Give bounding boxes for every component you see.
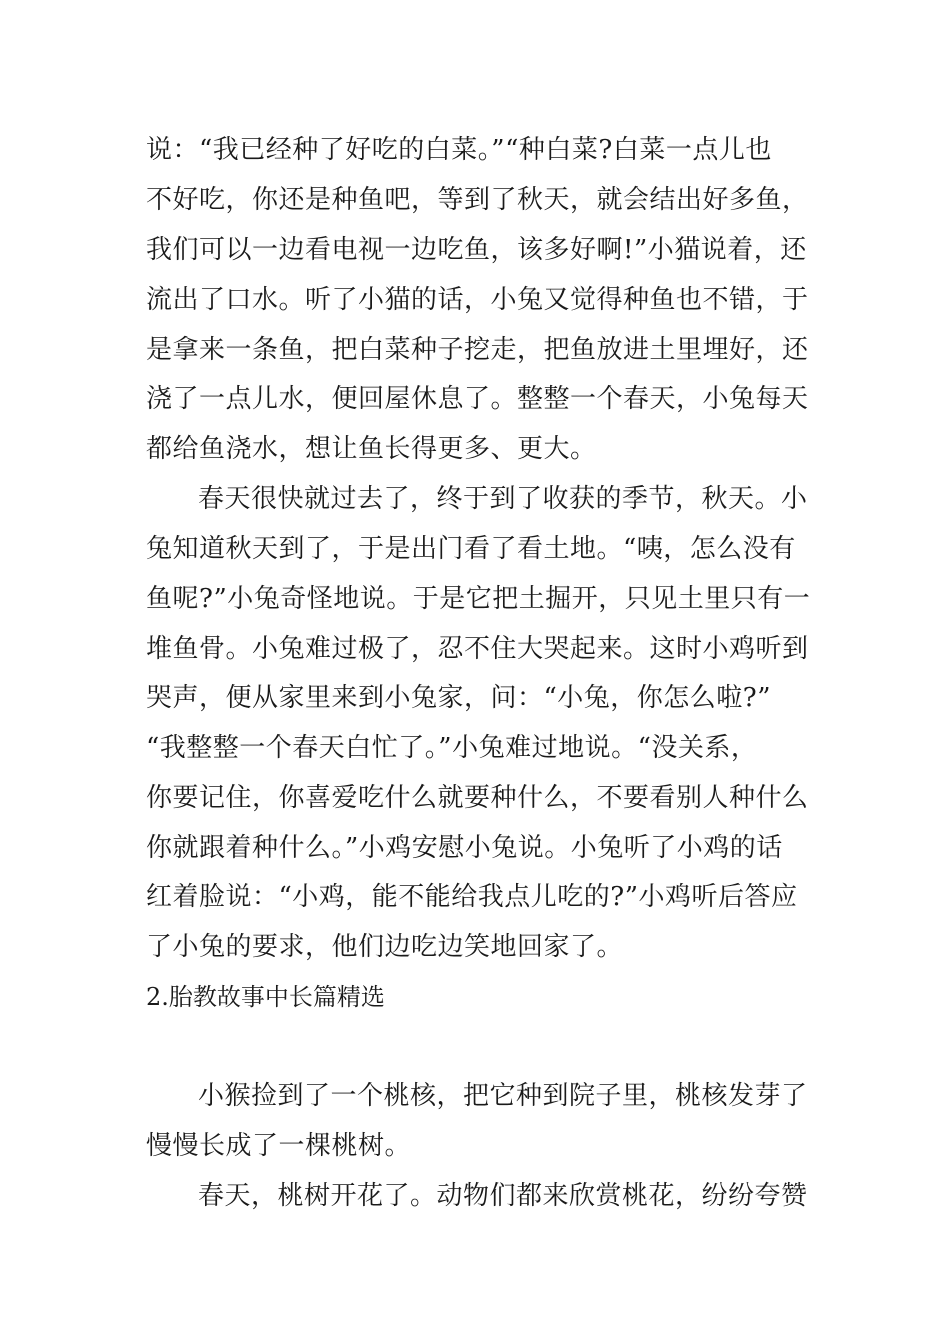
section-heading: 2.胎教故事中长篇精选 <box>146 983 385 1011</box>
text-line: 不好吃，你还是种鱼吧，等到了秋天，就会结出好多鱼， <box>146 185 809 215</box>
text-line: 说：“我已经种了好吃的白菜。”“种白菜?白菜一点儿也 <box>146 135 772 165</box>
text-line: 堆鱼骨。小兔难过极了，忍不住大哭起来。这时小鸡听到 <box>146 634 809 664</box>
text-line: 鱼呢?”小兔奇怪地说。于是它把土掘开，只见土里只有一 <box>146 584 811 614</box>
text-line: 慢慢长成了一棵桃树。 <box>146 1131 412 1161</box>
text-line: 你就跟着种什么。”小鸡安慰小兔说。小兔听了小鸡的话 <box>146 833 783 863</box>
text-line: “我整整一个春天白忙了。”小兔难过地说。“没关系， <box>146 733 758 763</box>
text-line: 小猴捡到了一个桃核，把它种到院子里，桃核发芽了 <box>198 1081 808 1111</box>
text-line: 兔知道秋天到了，于是出门看了看土地。“咦，怎么没有 <box>146 534 796 564</box>
text-line: 我们可以一边看电视一边吃鱼，该多好啊!”小猫说着，还 <box>146 235 807 265</box>
text-line: 都给鱼浇水，想让鱼长得更多、更大。 <box>146 434 597 464</box>
text-line: 春天，桃树开花了。动物们都来欣赏桃花，纷纷夸赞 <box>198 1181 808 1211</box>
text-line: 红着脸说：“小鸡，能不能给我点儿吃的?”小鸡听后答应 <box>146 882 798 912</box>
text-line: 哭声，便从家里来到小兔家，问：“小兔，你怎么啦?” <box>146 683 772 713</box>
text-line: 流出了口水。听了小猫的话，小兔又觉得种鱼也不错，于 <box>146 285 809 315</box>
text-line: 是拿来一条鱼，把白菜种子挖走，把鱼放进土里埋好，还 <box>146 335 809 365</box>
text-line: 春天很快就过去了，终于到了收获的季节，秋天。小 <box>198 484 808 514</box>
text-line: 了小兔的要求，他们边吃边笑地回家了。 <box>146 932 624 962</box>
text-line: 浇了一点儿水，便回屋休息了。整整一个春天，小兔每天 <box>146 384 809 414</box>
text-line: 你要记住，你喜爱吃什么就要种什么，不要看别人种什么 <box>146 783 809 813</box>
